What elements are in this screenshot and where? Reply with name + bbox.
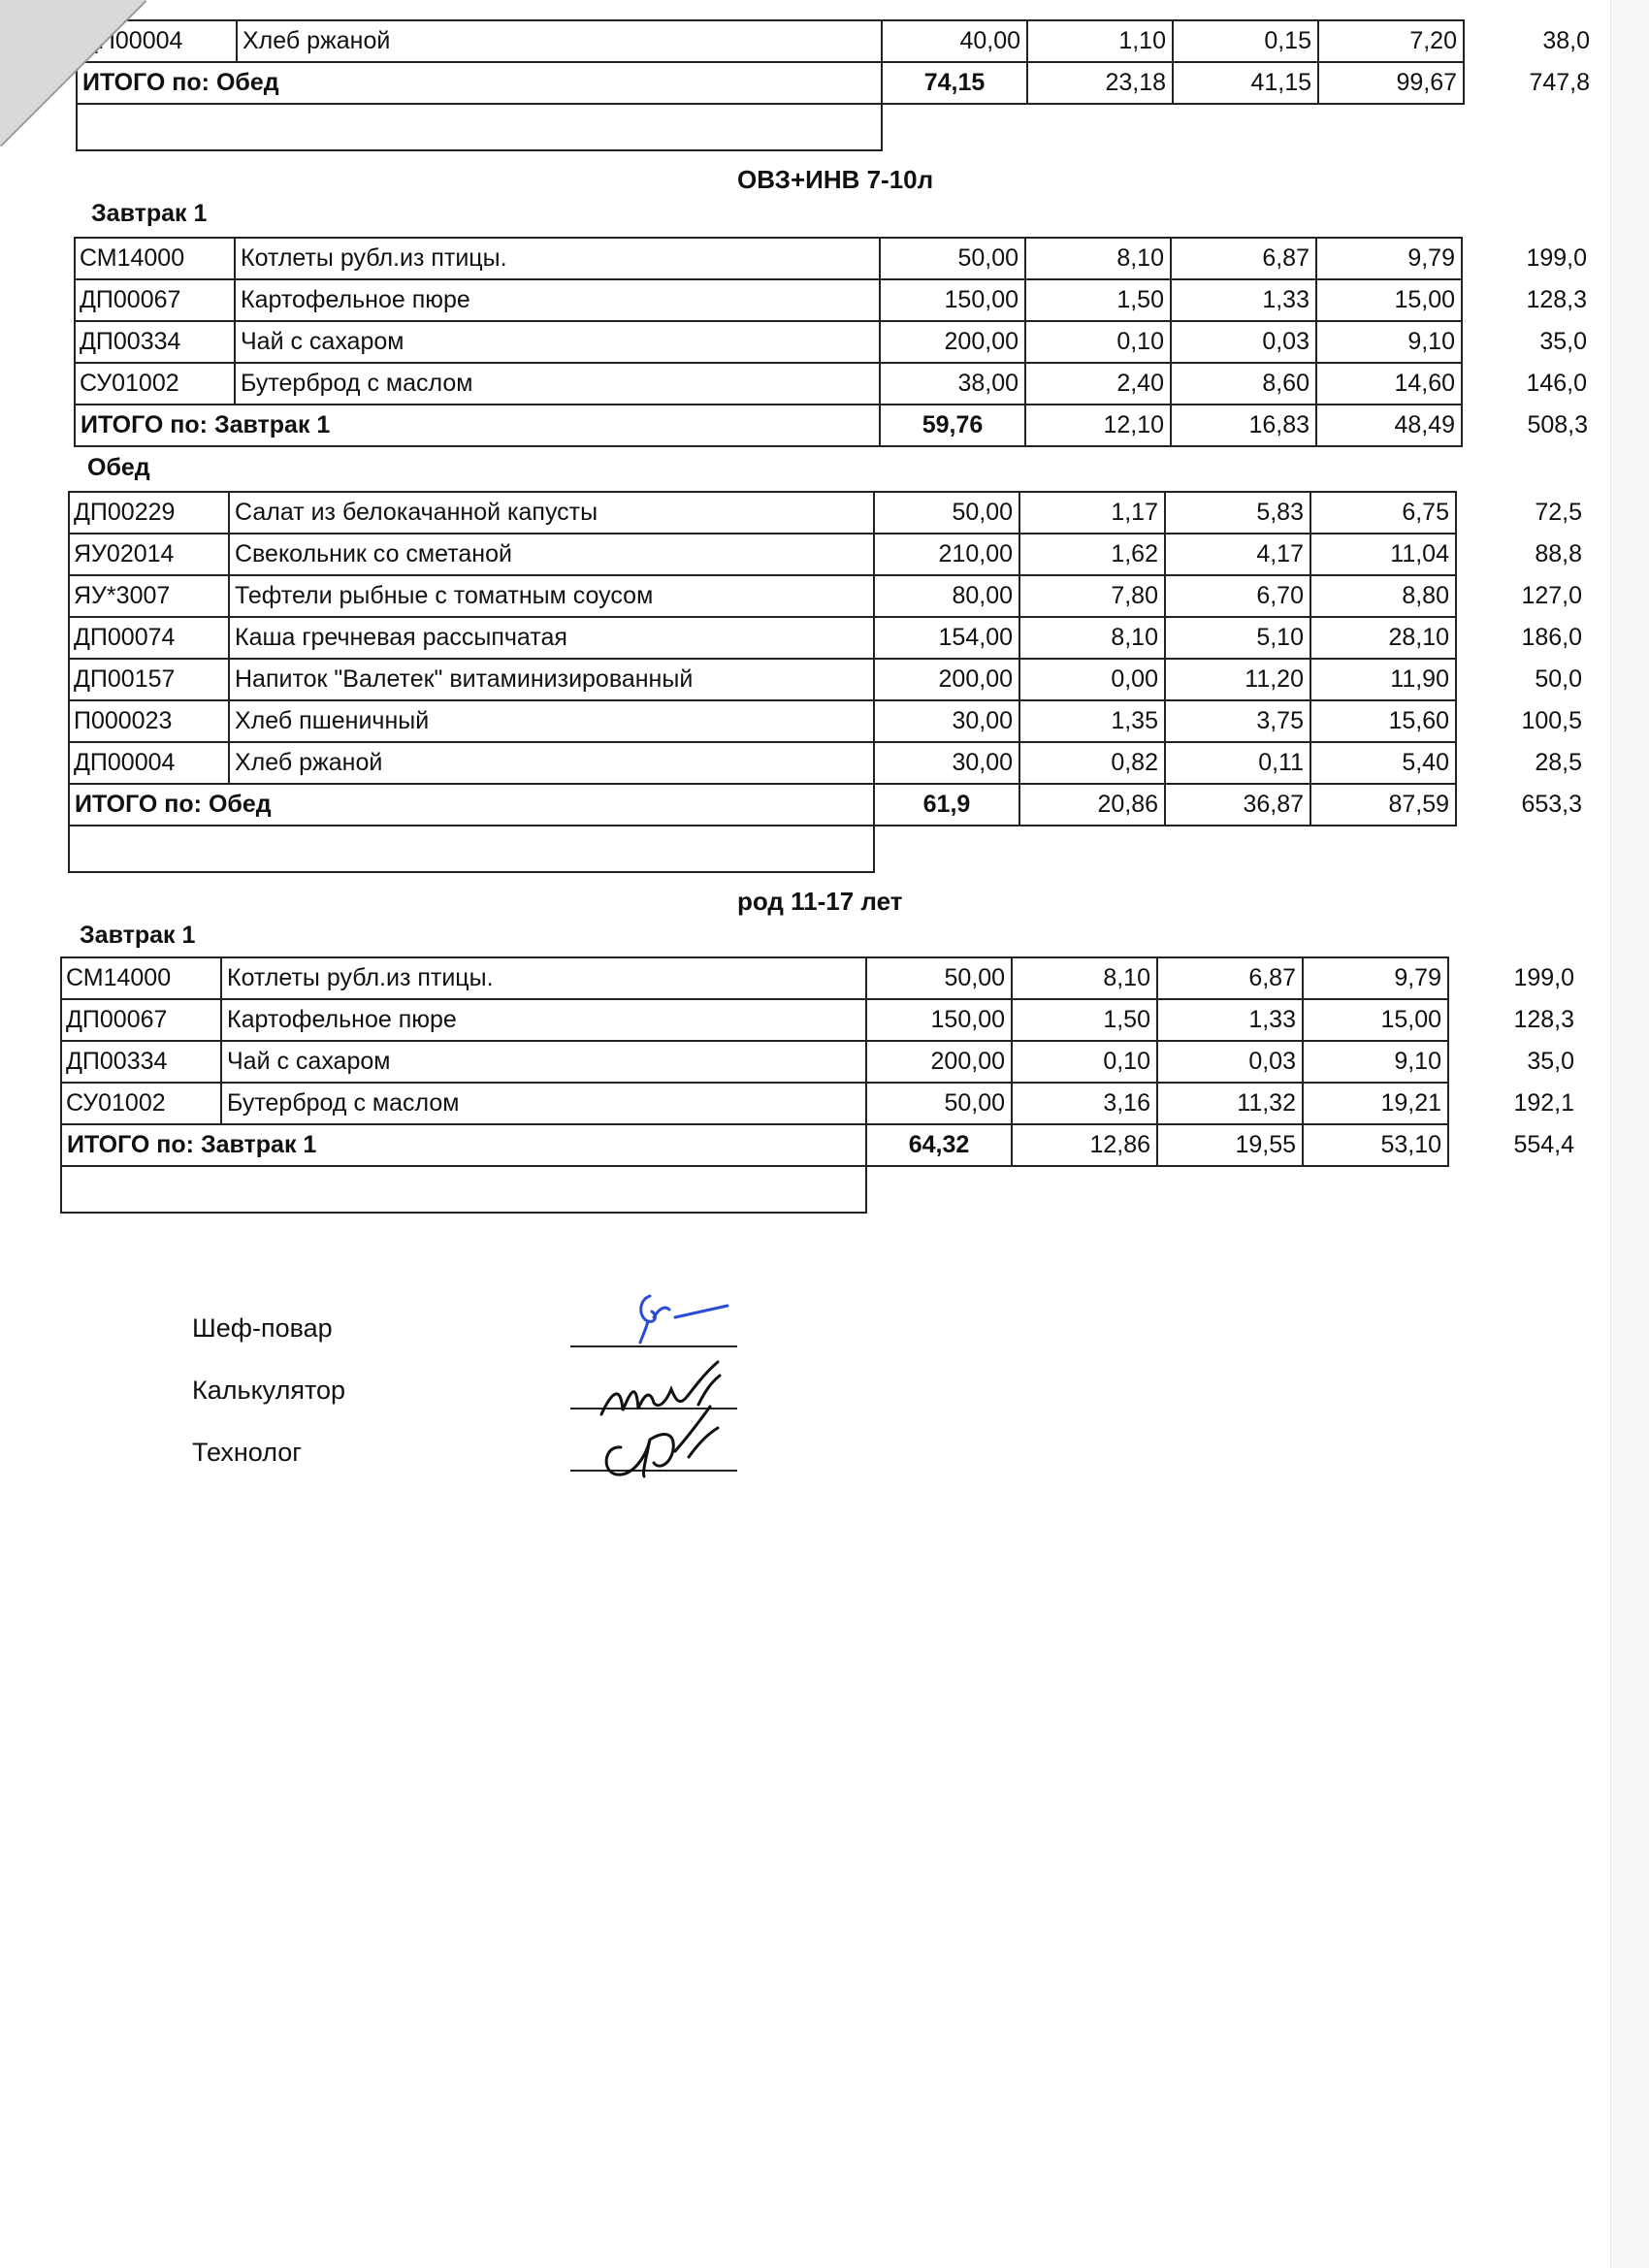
total-row xyxy=(77,62,1590,104)
dish-code: ДП00074 xyxy=(69,617,229,659)
signature-role-label: Технолог xyxy=(192,1438,303,1467)
dish-code: ДП00067 xyxy=(75,279,235,321)
lunch-table xyxy=(68,491,1582,873)
dish-value-1: 7,80 xyxy=(1019,575,1165,617)
dish-code: ЯУ02014 xyxy=(69,534,229,575)
dish-value-3: 9,10 xyxy=(1316,321,1462,363)
total-mass: 61,9 xyxy=(874,784,1019,826)
dish-value-4: 128,3 xyxy=(1526,286,1587,313)
dish-value-4: 192,1 xyxy=(1513,1089,1574,1117)
total-label: ИТОГО по: Завтрак 1 xyxy=(61,1124,866,1166)
dish-value-4: 28,5 xyxy=(1535,749,1582,776)
blank-cell xyxy=(69,826,874,872)
blank-space xyxy=(866,1166,1574,1213)
dish-value-3: 15,00 xyxy=(1303,999,1448,1041)
dish-value-3: 8,80 xyxy=(1310,575,1456,617)
dish-mass: 154,00 xyxy=(874,617,1019,659)
dish-value-2: 11,32 xyxy=(1157,1083,1303,1124)
dish-value-2: 6,87 xyxy=(1157,957,1303,999)
signature-role-label: Калькулятор xyxy=(192,1376,346,1405)
dish-mass: 30,00 xyxy=(874,700,1019,742)
dish-value-1: 8,10 xyxy=(1019,617,1165,659)
table-row xyxy=(61,957,1574,999)
dish-value-4: 72,5 xyxy=(1535,499,1582,526)
total-value-1: 23,18 xyxy=(1027,62,1173,104)
dish-value-2: 5,83 xyxy=(1165,492,1310,534)
dish-value-1: 0,10 xyxy=(1012,1041,1157,1083)
dish-mass: 50,00 xyxy=(874,492,1019,534)
dish-mass: 40,00 xyxy=(882,20,1027,62)
total-value-2: 16,83 xyxy=(1171,405,1316,446)
table-row xyxy=(75,321,1588,363)
dish-value-2: 6,70 xyxy=(1165,575,1310,617)
dish-value-1: 1,35 xyxy=(1019,700,1165,742)
dish-name: Салат из белокачанной капусты xyxy=(229,492,874,534)
dish-code: СУ01002 xyxy=(75,363,235,405)
dish-value-1: 1,62 xyxy=(1019,534,1165,575)
dish-mass: 150,00 xyxy=(866,999,1012,1041)
total-value-4: 554,4 xyxy=(1513,1131,1574,1158)
dish-mass: 200,00 xyxy=(880,321,1025,363)
dish-code: П000023 xyxy=(69,700,229,742)
total-value-2: 19,55 xyxy=(1157,1124,1303,1166)
dish-value-4: 35,0 xyxy=(1527,1048,1574,1075)
meal-title: Завтрак 1 xyxy=(80,922,196,949)
dish-value-2: 0,03 xyxy=(1157,1041,1303,1083)
chef-signature xyxy=(582,1288,737,1346)
dish-value-2: 8,60 xyxy=(1171,363,1316,405)
dish-value-2: 5,10 xyxy=(1165,617,1310,659)
total-mass: 64,32 xyxy=(866,1124,1012,1166)
dish-code: СМ14000 xyxy=(75,238,235,279)
dish-code: ДП00067 xyxy=(61,999,221,1041)
dish-value-1: 1,50 xyxy=(1012,999,1157,1041)
table-row xyxy=(69,659,1582,700)
dish-value-2: 3,75 xyxy=(1165,700,1310,742)
blank-cell xyxy=(77,104,882,150)
dish-name: Чай с сахаром xyxy=(221,1041,866,1083)
total-value-3: 99,67 xyxy=(1318,62,1464,104)
dish-value-3: 9,79 xyxy=(1316,238,1462,279)
dish-name: Котлеты рубл.из птицы. xyxy=(221,957,866,999)
total-value-3: 53,10 xyxy=(1303,1124,1448,1166)
dish-value-4: 50,0 xyxy=(1535,665,1582,693)
table-row xyxy=(69,492,1582,534)
table-row xyxy=(75,279,1588,321)
dish-code: ЯУ*3007 xyxy=(69,575,229,617)
dish-value-4: 88,8 xyxy=(1535,540,1582,567)
dish-value-1: 8,10 xyxy=(1012,957,1157,999)
table-row xyxy=(61,1083,1574,1124)
section-title: ОВЗ+ИНВ 7-10л xyxy=(737,165,934,194)
breakfast-table xyxy=(74,237,1589,447)
dish-mass: 200,00 xyxy=(874,659,1019,700)
dish-name: Бутерброд с маслом xyxy=(235,363,880,405)
dish-value-3: 6,75 xyxy=(1310,492,1456,534)
dish-name: Каша гречневая рассыпчатая xyxy=(229,617,874,659)
dish-value-1: 1,50 xyxy=(1025,279,1171,321)
dish-value-3: 11,90 xyxy=(1310,659,1456,700)
dish-mass: 50,00 xyxy=(866,1083,1012,1124)
blank-space xyxy=(874,826,1582,872)
table-row xyxy=(61,999,1574,1041)
dish-name: Свекольник со сметаной xyxy=(229,534,874,575)
total-row xyxy=(75,405,1588,446)
dish-name: Картофельное пюре xyxy=(235,279,880,321)
dish-value-3: 15,60 xyxy=(1310,700,1456,742)
section-title: род 11-17 лет xyxy=(737,887,903,916)
dish-code: ДП00004 xyxy=(69,742,229,784)
table-row xyxy=(69,617,1582,659)
total-value-1: 12,10 xyxy=(1025,405,1171,446)
dish-mass: 30,00 xyxy=(874,742,1019,784)
dish-code: ДП00004 xyxy=(77,20,237,62)
dish-name: Картофельное пюре xyxy=(221,999,866,1041)
total-row xyxy=(69,784,1582,826)
table-row xyxy=(75,363,1588,405)
total-value-4: 653,3 xyxy=(1521,791,1582,818)
dish-value-1: 0,10 xyxy=(1025,321,1171,363)
total-row xyxy=(61,1124,1574,1166)
dish-name: Хлеб ржаной xyxy=(229,742,874,784)
dish-code: ДП00334 xyxy=(75,321,235,363)
top-lunch-table xyxy=(76,19,1590,151)
dish-value-3: 9,79 xyxy=(1303,957,1448,999)
table-row xyxy=(61,1041,1574,1083)
dish-mass: 210,00 xyxy=(874,534,1019,575)
dish-value-2: 6,87 xyxy=(1171,238,1316,279)
dish-value-4: 127,0 xyxy=(1521,582,1582,609)
blank-row xyxy=(69,826,1582,872)
dish-value-3: 9,10 xyxy=(1303,1041,1448,1083)
blank-row xyxy=(77,104,1590,150)
blank-space xyxy=(882,104,1590,150)
total-mass: 59,76 xyxy=(880,405,1025,446)
dish-code: ДП00229 xyxy=(69,492,229,534)
dish-code: ДП00157 xyxy=(69,659,229,700)
dish-value-4: 199,0 xyxy=(1526,244,1587,272)
dish-mass: 80,00 xyxy=(874,575,1019,617)
table-row xyxy=(69,700,1582,742)
dish-value-2: 0,03 xyxy=(1171,321,1316,363)
dish-name: Бутерброд с маслом xyxy=(221,1083,866,1124)
dish-name: Котлеты рубл.из птицы. xyxy=(235,238,880,279)
dish-code: ДП00334 xyxy=(61,1041,221,1083)
dish-mass: 38,00 xyxy=(880,363,1025,405)
total-value-2: 41,15 xyxy=(1173,62,1318,104)
total-label: ИТОГО по: Завтрак 1 xyxy=(75,405,880,446)
dish-name: Хлеб пшеничный xyxy=(229,700,874,742)
dish-mass: 150,00 xyxy=(880,279,1025,321)
signature-role-label: Шеф-повар xyxy=(192,1313,333,1343)
dish-value-1: 1,10 xyxy=(1027,20,1173,62)
dish-value-3: 5,40 xyxy=(1310,742,1456,784)
total-value-4: 747,8 xyxy=(1529,69,1590,96)
table-row xyxy=(69,534,1582,575)
dish-value-1: 3,16 xyxy=(1012,1083,1157,1124)
dish-name: Тефтели рыбные с томатным соусом xyxy=(229,575,874,617)
dish-value-4: 35,0 xyxy=(1539,328,1587,355)
total-mass: 74,15 xyxy=(882,62,1027,104)
dish-mass: 200,00 xyxy=(866,1041,1012,1083)
meal-title: Обед xyxy=(87,454,150,481)
dish-mass: 50,00 xyxy=(880,238,1025,279)
total-value-2: 36,87 xyxy=(1165,784,1310,826)
dish-value-1: 1,17 xyxy=(1019,492,1165,534)
dish-value-1: 8,10 xyxy=(1025,238,1171,279)
dish-value-3: 19,21 xyxy=(1303,1083,1448,1124)
dish-value-4: 128,3 xyxy=(1513,1006,1574,1033)
dish-value-2: 4,17 xyxy=(1165,534,1310,575)
dish-value-3: 28,10 xyxy=(1310,617,1456,659)
meal-title: Завтрак 1 xyxy=(91,200,208,227)
dish-value-2: 0,11 xyxy=(1165,742,1310,784)
dish-mass: 50,00 xyxy=(866,957,1012,999)
dish-value-4: 199,0 xyxy=(1513,964,1574,991)
dish-value-4: 100,5 xyxy=(1521,707,1582,734)
dish-name: Хлеб ржаной xyxy=(237,20,882,62)
dish-value-2: 1,33 xyxy=(1171,279,1316,321)
table-row xyxy=(69,742,1582,784)
dish-code: СУ01002 xyxy=(61,1083,221,1124)
total-label: ИТОГО по: Обед xyxy=(77,62,882,104)
dish-value-4: 186,0 xyxy=(1521,624,1582,651)
dish-value-3: 14,60 xyxy=(1316,363,1462,405)
dish-name: Напиток "Валетек" витаминизированный xyxy=(229,659,874,700)
total-label: ИТОГО по: Обед xyxy=(69,784,874,826)
dish-value-1: 0,82 xyxy=(1019,742,1165,784)
dish-value-4: 146,0 xyxy=(1526,370,1587,397)
table-row xyxy=(77,20,1590,62)
dish-name: Чай с сахаром xyxy=(235,321,880,363)
breakfast-table xyxy=(60,956,1574,1214)
total-value-1: 20,86 xyxy=(1019,784,1165,826)
dish-value-2: 1,33 xyxy=(1157,999,1303,1041)
total-value-4: 508,3 xyxy=(1527,411,1588,438)
dish-value-3: 11,04 xyxy=(1310,534,1456,575)
blank-cell xyxy=(61,1166,866,1213)
dish-value-1: 2,40 xyxy=(1025,363,1171,405)
total-value-3: 87,59 xyxy=(1310,784,1456,826)
dish-value-2: 0,15 xyxy=(1173,20,1318,62)
page-right-edge xyxy=(1610,0,1649,2268)
dish-value-2: 11,20 xyxy=(1165,659,1310,700)
total-value-1: 12,86 xyxy=(1012,1124,1157,1166)
dish-code: СМ14000 xyxy=(61,957,221,999)
total-value-3: 48,49 xyxy=(1316,405,1462,446)
technologist-signature xyxy=(582,1399,747,1480)
blank-row xyxy=(61,1166,1574,1213)
dish-value-3: 7,20 xyxy=(1318,20,1464,62)
dish-value-1: 0,00 xyxy=(1019,659,1165,700)
dish-value-3: 15,00 xyxy=(1316,279,1462,321)
table-row xyxy=(69,575,1582,617)
table-row xyxy=(75,238,1588,279)
dish-value-4: 38,0 xyxy=(1542,27,1590,54)
